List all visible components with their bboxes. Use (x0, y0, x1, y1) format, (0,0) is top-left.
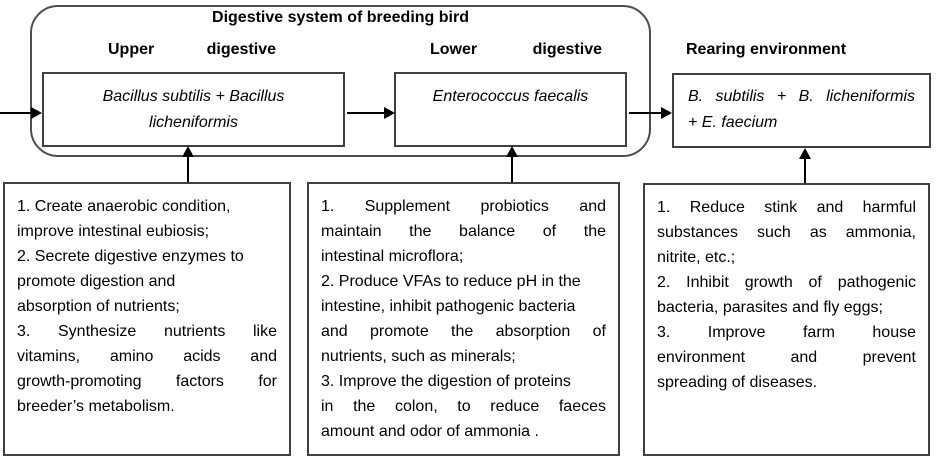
upper-digestive-box-line2: licheniformis (149, 114, 238, 131)
arrow-rearing-notes-up (804, 158, 806, 183)
lower-digestive-label (430, 41, 602, 59)
note-line: growth-promoting factors for (17, 373, 277, 390)
rearing-environment-label: Rearing environment (686, 41, 847, 58)
rearing-notes (643, 183, 930, 456)
note-line: vitamins, amino acids and (17, 348, 277, 365)
note-line: 2. Secrete digestive enzymes to (17, 248, 244, 265)
note-line: 1. Supplement probiotics and (321, 198, 606, 215)
note-line: 3. Improve the digestion of proteins (321, 373, 571, 390)
rearing-box-line2: + E. faecium (688, 114, 778, 131)
lower-digestive-label-word1: Lower (430, 41, 478, 58)
upper-digestive-label (108, 41, 276, 59)
arrow-upper-notes-up (187, 156, 189, 182)
note-line: 1. Create anaerobic condition, (17, 198, 231, 215)
note-line: in the colon, to reduce faeces (321, 398, 606, 415)
note-line: 1. Reduce stink and harmful (657, 199, 916, 216)
note-line: breeder’s metabolism. (17, 398, 175, 415)
note-line: environment and prevent (657, 349, 916, 366)
note-line: amount and odor of ammonia . (321, 423, 539, 440)
diagram-title: Digestive system of breeding bird (212, 9, 469, 26)
note-line: and promote the absorption of (321, 323, 606, 340)
lower-digestive-label-word2: digestive (532, 41, 602, 58)
arrow-lower-to-rearing (629, 112, 661, 114)
rearing-box-line1: B. subtilis + B. licheniformis (688, 88, 915, 105)
arrow-upper-to-lower (347, 112, 384, 114)
note-line: absorption of nutrients; (17, 298, 180, 315)
note-line: nutrients, such as minerals; (321, 348, 516, 365)
rearing-box (672, 73, 931, 148)
note-line: 3. Synthesize nutrients like (17, 323, 277, 340)
note-line: bacteria, parasites and fly eggs; (657, 299, 883, 316)
lower-digestive-notes (307, 182, 620, 456)
note-line: maintain the balance of the (321, 223, 606, 240)
note-line: 2. Inhibit growth of pathogenic (657, 274, 916, 291)
note-line: intestine, inhibit pathogenic bacteria (321, 298, 576, 315)
upper-digestive-box-line1: Bacillus subtilis + Bacillus (102, 88, 285, 105)
lower-digestive-box (394, 72, 627, 147)
note-line: nitrite, etc.; (657, 249, 736, 266)
upper-digestive-box (42, 72, 345, 147)
arrow-into-upper-digestive (0, 112, 31, 114)
arrow-lower-notes-up (511, 156, 513, 182)
note-line: improve intestinal eubiosis; (17, 223, 210, 240)
upper-digestive-label-word1: Upper (108, 41, 155, 58)
note-line: 3. Improve farm house (657, 324, 916, 341)
note-line: intestinal microflora; (321, 248, 464, 265)
note-line: 2. Produce VFAs to reduce pH in the (321, 273, 581, 290)
note-line: spreading of diseases. (657, 374, 818, 391)
note-line: promote digestion and (17, 273, 176, 290)
upper-digestive-label-word2: digestive (206, 41, 276, 58)
upper-digestive-notes (3, 182, 291, 456)
lower-digestive-box-line1: Enterococcus faecalis (432, 88, 589, 105)
note-line: substances such as ammonia, (657, 224, 916, 241)
